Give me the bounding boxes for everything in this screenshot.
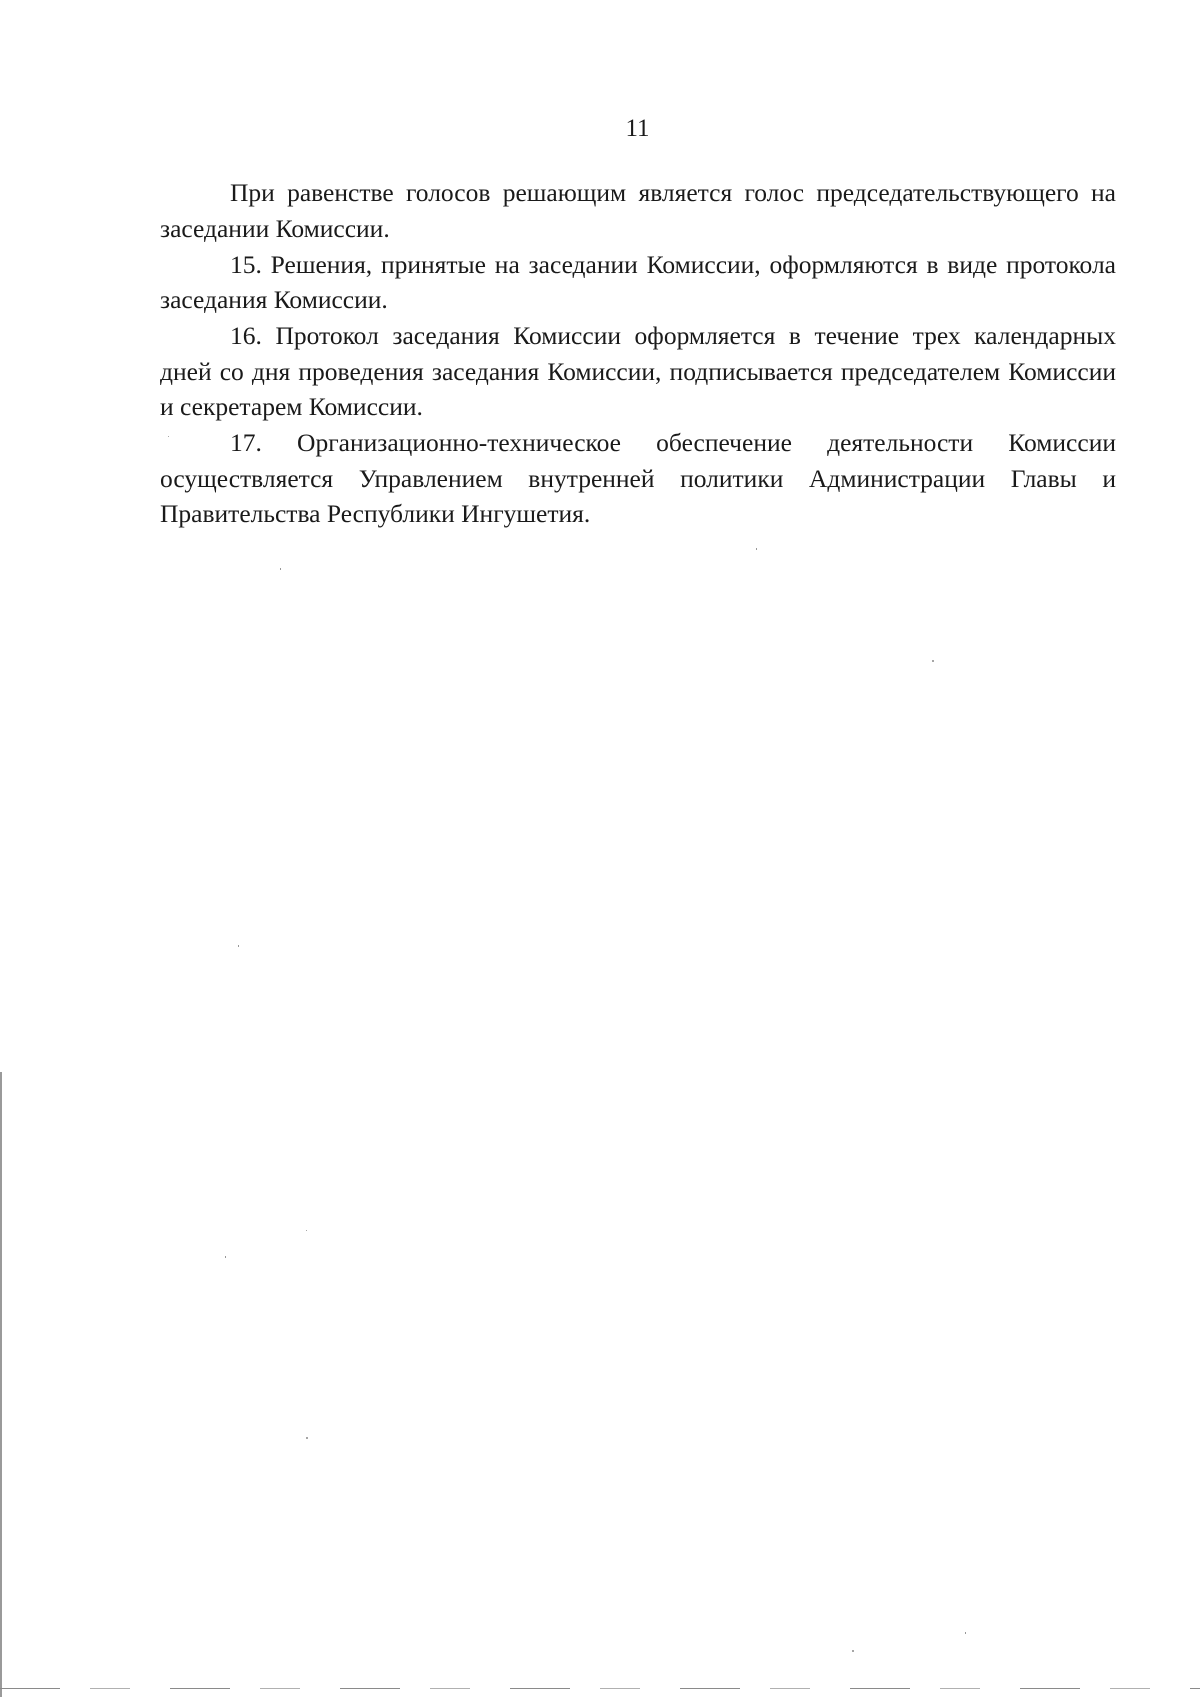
document-body [160,175,1116,532]
scan-speck [306,1437,308,1439]
scan-speck [932,660,934,662]
scan-left-edge [0,1072,2,1697]
scan-speck [852,1650,854,1652]
scan-speck [965,1632,966,1634]
page-number: 11 [625,115,650,142]
scan-speck [168,436,169,437]
paragraph-voting-tie: При равенстве голосов решающим является голос председательствующего на заседании Комиссии. [160,178,1116,243]
scan-bottom-edge [0,1688,1200,1689]
paragraph-item-16: 16. Протокол заседания Комиссии оформляется в течение трех календарных дней со дня проведения заседания Комиссии, подписывается председателем Комиссии и секретарем Комиссии. [160,321,1116,422]
paragraph-item-15: 15. Решения, принятые на заседании Комиссии, оформляются в виде протокола заседания Комиссии. [160,249,1116,314]
scan-speck [306,1230,307,1231]
paragraph-item-17: 17. Организационно-техническое обеспечение деятельности Комиссии осуществляется Управлением внутренней политики Администрации Главы и Правительства Республики Ингушетия. [160,428,1116,529]
scan-speck [238,945,239,947]
scan-speck [280,568,281,570]
scan-speck [756,548,757,550]
scan-speck [225,1256,226,1258]
